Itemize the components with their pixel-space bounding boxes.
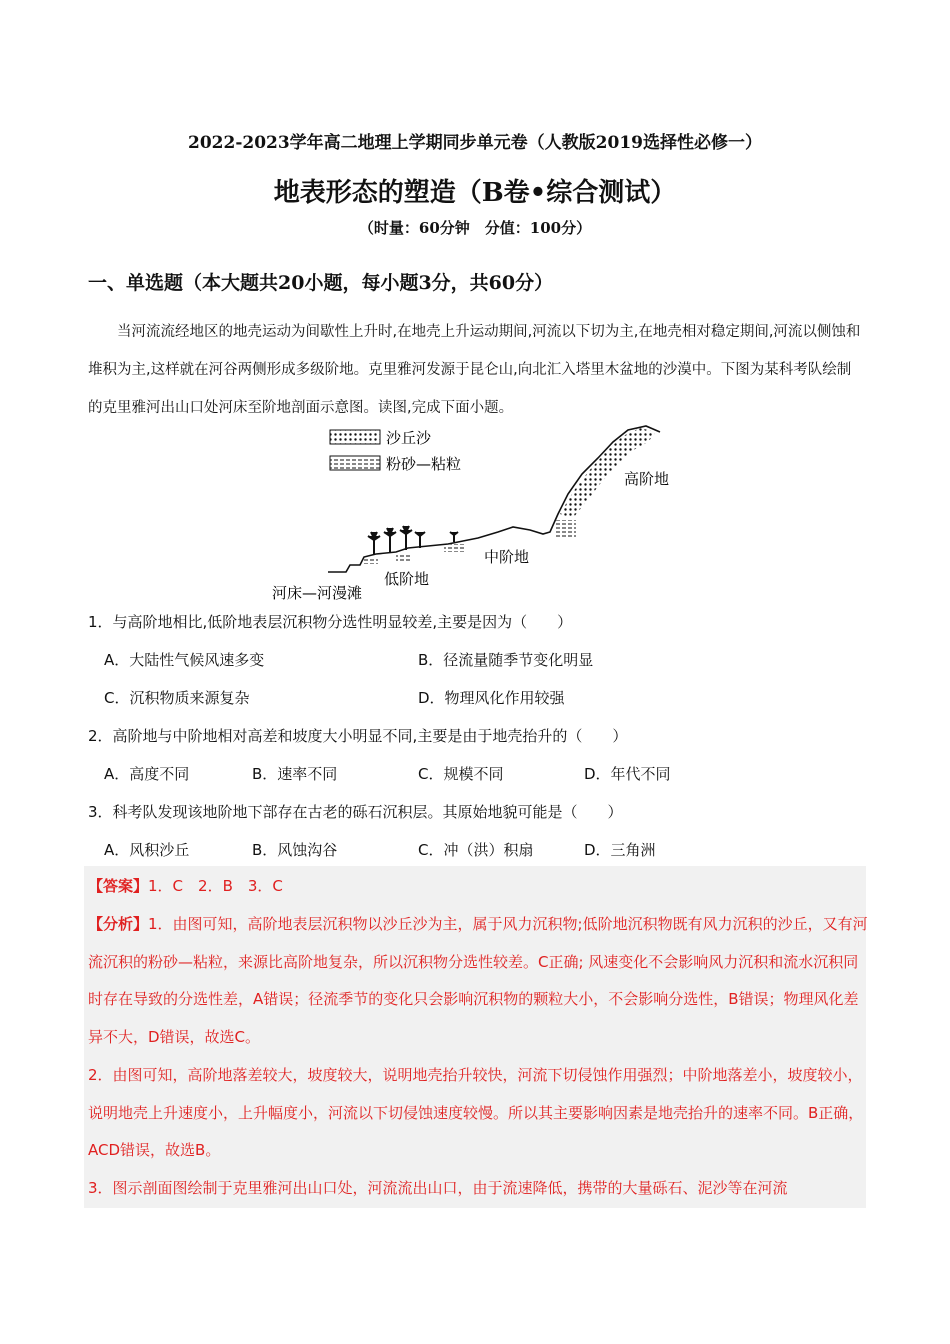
page-title: 地表形态的塑造（B卷•综合测试） bbox=[273, 178, 677, 208]
question-2-option-c: C．规模不同 bbox=[418, 765, 504, 783]
terrace-profile-diagram bbox=[268, 422, 698, 607]
question-2-option-a: A．高度不同 bbox=[104, 765, 190, 783]
question-2-stem: 2．高阶地与中阶地相对高差和坡度大小明显不同,主要是由于地壳抬升的（ ） bbox=[88, 727, 628, 745]
question-1-option-a: A．大陆性气候风速多变 bbox=[104, 651, 265, 669]
section-title: 一、单选题（本大题共20小题，每小题3分，共60分） bbox=[88, 272, 554, 294]
label-mid-terrace: 中阶地 bbox=[484, 548, 530, 566]
legend-silt-label: 粉砂—粘粒 bbox=[386, 455, 462, 473]
legend-sand-swatch bbox=[330, 430, 380, 444]
answer-text: 1．C 2．B 3．C bbox=[148, 877, 283, 895]
question-3-option-c: C．冲（洪）积扇 bbox=[418, 841, 534, 859]
label-high-terrace: 高阶地 bbox=[624, 470, 670, 488]
label-low-terrace: 低阶地 bbox=[384, 570, 430, 588]
low-terrace-silt-2 bbox=[396, 555, 412, 561]
answer-label: 【答案】 bbox=[88, 877, 149, 895]
question-1-stem: 1．与高阶地相比,低阶地表层沉积物分选性明显较差,主要是因为（ ） bbox=[88, 613, 573, 631]
question-1-option-b: B．径流量随季节变化明显 bbox=[418, 651, 594, 669]
analysis-text-1: 1．由图可知，高阶地表层沉积物以沙丘沙为主，属于风力沉积物;低阶地沉积物既有风力沉积的沙丘，又有河流沉积的粉砂—粘粒，来源比高阶地复杂，所以沉积物分选性较差。C正确; 风速变化不会影响风力沉积和流水沉积同时存在导致的分选性差，A错误；径流季节的变化只会影响沉积物的颗粒大小，不会影响分选性，B错误；物理风化差异不大，D错误，故选C。 bbox=[88, 915, 868, 1046]
exam-meta: （时量：60分钟 分值：100分） bbox=[358, 219, 592, 237]
analysis-label: 【分析】 bbox=[88, 915, 149, 933]
legend-sand-label: 沙丘沙 bbox=[386, 429, 432, 447]
analysis-paragraph-1 bbox=[88, 906, 868, 1056]
question-2-option-d: D．年代不同 bbox=[584, 765, 671, 783]
question-3-option-d: D．三角洲 bbox=[584, 841, 656, 859]
question-3-stem: 3．科考队发现该地阶地下部存在古老的砾石沉积层。其原始地貌可能是（ ） bbox=[88, 803, 623, 821]
series-title: 2022-2023学年高二地理上学期同步单元卷（人教版2019选择性必修一） bbox=[188, 133, 762, 153]
question-3-option-b: B．风蚀沟谷 bbox=[252, 841, 338, 859]
low-terrace-silt bbox=[364, 558, 378, 564]
question-1-option-c: C．沉积物质来源复杂 bbox=[104, 689, 250, 707]
mid-terrace-silt bbox=[444, 544, 466, 552]
intro-paragraph: 当河流流经地区的地壳运动为间歇性上升时,在地壳上升运动期间,河流以下切为主,在地壳相对稳定期间,河流以侧蚀和堆积为主,这样就在河谷两侧形成多级阶地。克里雅河发源于昆仑山,向北汇入塔里木盆地的沙漠中。下图为某科考队绘制的克里雅河出山口处河床至阶地剖面示意图。读图,完成下面小题。 bbox=[88, 324, 861, 416]
high-terrace-silt bbox=[556, 520, 576, 538]
analysis-paragraph-3: 3．图示剖面图绘制于克里雅河出山口处，河流流出山口，由于流速降低，携带的大量砾石、泥沙等在河流 bbox=[88, 1179, 788, 1197]
label-river-bed: 河床—河漫滩 bbox=[272, 584, 363, 602]
question-3-option-a: A．风积沙丘 bbox=[104, 841, 190, 859]
answer-line bbox=[88, 868, 868, 906]
analysis-paragraph-2: 2．由图可知，高阶地落差较大，坡度较大，说明地壳抬升较快，河流下切侵蚀作用强烈；中阶地落差小，坡度较小，说明地壳上升速度小，上升幅度小，河流以下切侵蚀速度较慢。所以其主要影响因素是地壳抬升的速率不同。B正确，ACD错误，故选B。 bbox=[88, 1066, 864, 1159]
question-2-option-b: B．速率不同 bbox=[252, 765, 338, 783]
legend-silt-swatch bbox=[330, 456, 380, 470]
question-1-option-d: D．物理风化作用较强 bbox=[418, 689, 565, 707]
